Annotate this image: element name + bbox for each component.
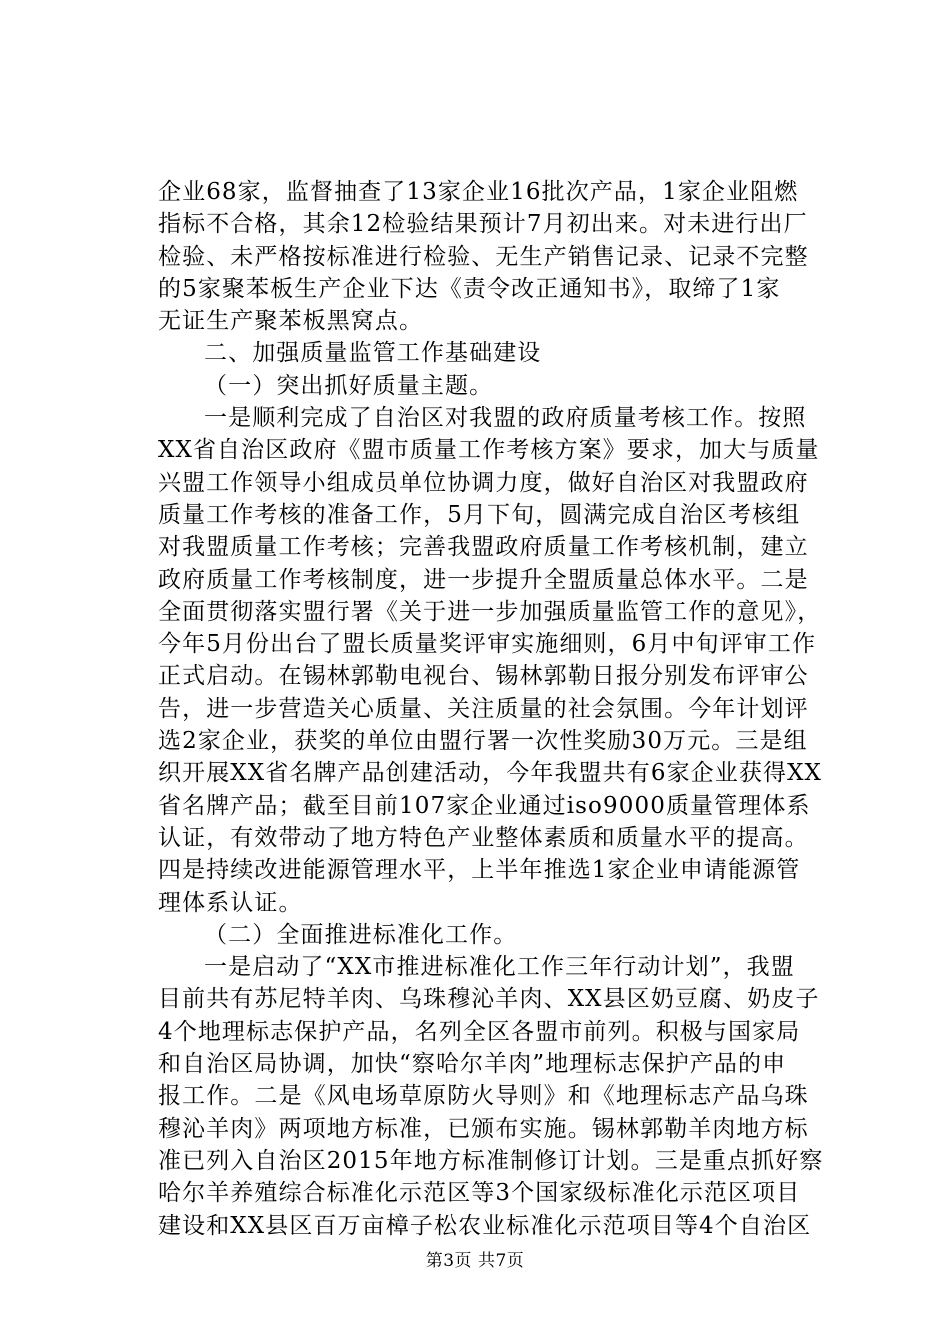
text-line: 今年5月份出台了盟长质量奖评审实施细则，6月中旬评审工作 <box>158 631 817 658</box>
text-line: 检验、未严格按标准进行检验、无生产销售记录、记录不完整 <box>158 243 809 270</box>
text-line: 省名牌产品；截至目前107家企业通过iso9000质量管理体系 <box>158 792 811 819</box>
text-line: 认证，有效带动了地方特色产业整体素质和质量水平的提高。 <box>158 824 809 851</box>
text-line: 哈尔羊养殖综合标准化示范区等3个国家级标准化示范区项目 <box>158 1180 801 1207</box>
text-line: 的5家聚苯板生产企业下达《责令改正通知书》，取缔了1家 <box>158 275 781 302</box>
text-line: 一是启动了“XX市推进标准化工作三年行动计划”，我盟 <box>204 954 795 981</box>
text-line: 准已列入自治区2015年地方标准制修订计划。三是重点抓好察 <box>158 1147 824 1174</box>
text-line: 正式启动。在锡林郭勒电视台、锡林郭勒日报分别发布评审公 <box>158 663 809 690</box>
text-line: （二）全面推进标准化工作。 <box>204 921 518 948</box>
text-line: 告，进一步营造关心质量、关注质量的社会氛围。今年计划评 <box>158 695 809 722</box>
text-line: 选2家企业，获奖的单位由盟行署一次性奖励30万元。三是组 <box>158 728 808 755</box>
text-line: 理体系认证。 <box>158 889 303 916</box>
page-footer: 第3页 共7页 <box>425 1251 525 1271</box>
text-line: （一）突出抓好质量主题。 <box>204 372 494 399</box>
text-line: 全面贯彻落实盟行署《关于进一步加强质量监管工作的意见》， <box>158 598 822 625</box>
text-line: 和自治区局协调，加快“察哈尔羊肉”地理标志保护产品的申 <box>158 1051 787 1078</box>
text-line: 指标不合格，其余12检验结果预计7月初出来。对未进行出厂 <box>158 211 808 238</box>
body-text <box>158 176 838 1242</box>
text-line: 目前共有苏尼特羊肉、乌珠穆沁羊肉、XX县区奶豆腐、奶皮子 <box>158 986 820 1013</box>
text-line: 穆沁羊肉》两项地方标准，已颁布实施。锡林郭勒羊肉地方标 <box>158 1115 809 1142</box>
text-line: 政府质量工作考核制度，进一步提升全盟质量总体水平。二是 <box>158 566 809 593</box>
text-line: 一是顺利完成了自治区对我盟的政府质量考核工作。按照 <box>204 405 807 432</box>
text-line: 质量工作考核的准备工作，5月下旬，圆满完成自治区考核组 <box>158 501 801 528</box>
text-line: XX省自治区政府《盟市质量工作考核方案》要求，加大与质量 <box>158 437 820 464</box>
text-line: 报工作。二是《风电场草原防火导则》和《地理标志产品乌珠 <box>158 1083 809 1110</box>
text-line: 企业68家，监督抽查了13家企业16批次产品，1家企业阻燃 <box>158 179 799 205</box>
text-line: 织开展XX省名牌产品创建活动，今年我盟共有6家企业获得XX <box>158 760 823 787</box>
text-line: 建设和XX县区百万亩樟子松农业标准化示范项目等4个自治区 <box>158 1212 812 1239</box>
text-line: 对我盟质量工作考核；完善我盟政府质量工作考核机制，建立 <box>158 534 809 561</box>
text-line: 二、加强质量监管工作基础建设 <box>204 340 542 367</box>
text-line: 四是持续改进能源管理水平，上半年推选1家企业申请能源管 <box>158 857 801 884</box>
text-line: 兴盟工作领导小组成员单位协调力度，做好自治区对我盟政府 <box>158 469 809 496</box>
text-line: 4个地理标志保护产品，名列全区各盟市前列。积极与国家局 <box>158 1018 801 1045</box>
text-line: 无证生产聚苯板黑窝点。 <box>158 308 424 335</box>
